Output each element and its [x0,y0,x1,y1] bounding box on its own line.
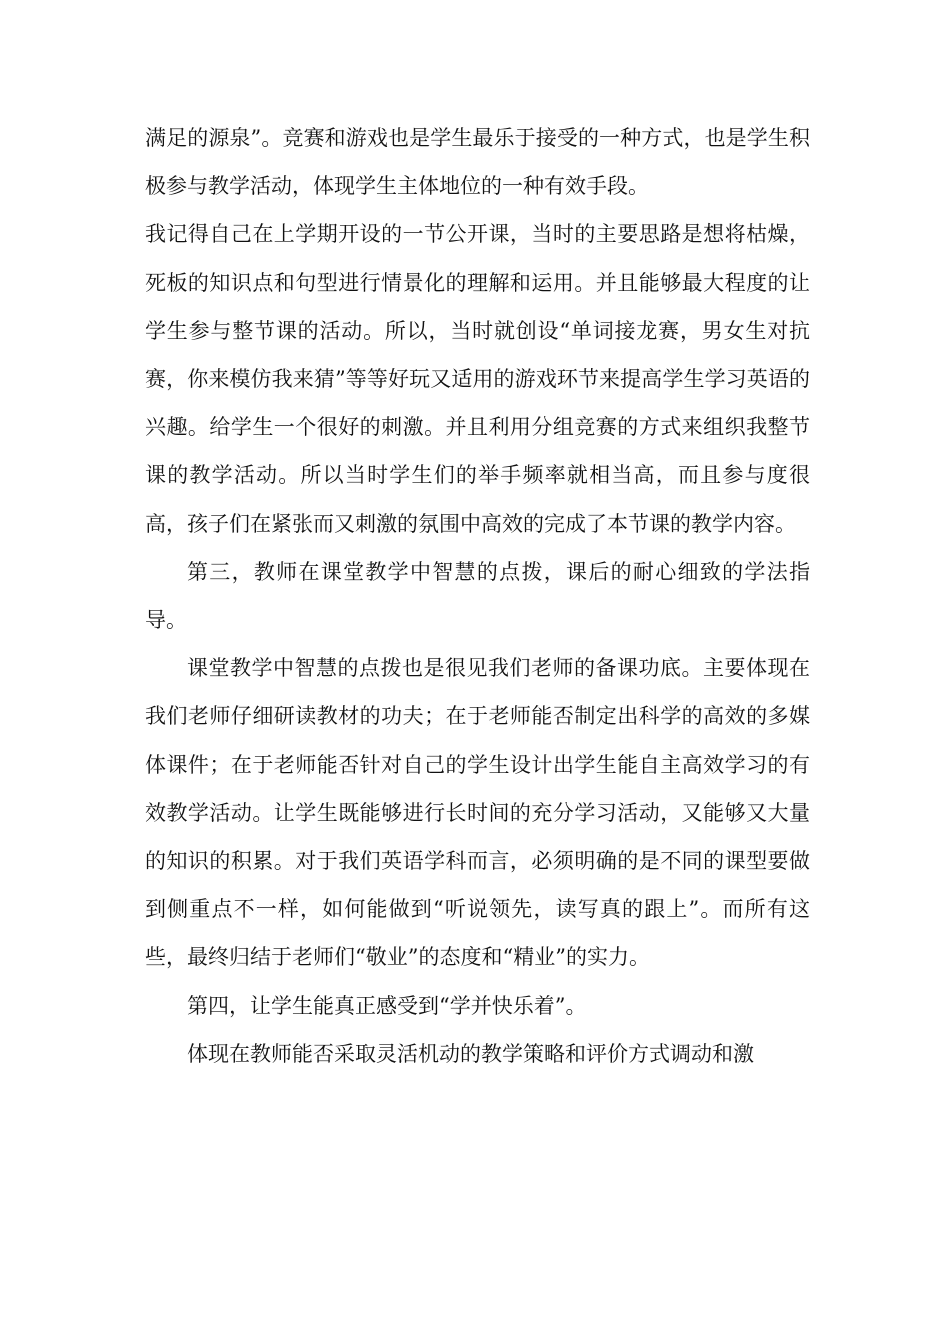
paragraph-1: 满足的源泉”。竞赛和游戏也是学生最乐于接受的一种方式，也是学生积极参与教学活动，体现学生主体地位的一种有效手段。 [145,126,810,199]
paragraph-5: 第四，让学生能真正感受到“学并快乐着”。 [187,993,587,1018]
paragraph-4: 课堂教学中智慧的点拨也是很见我们老师的备课功底。主要体现在我们老师仔细研读教材的功夫；在于老师能否制定出科学的高效的多媒体课件；在于老师能否针对自己的学生设计出学生能自主高效学习的有效教学活动。让学生既能够进行长时间的充分学习活动，又能够又大量的知识的积累。对于我们英语学科而言，必须明确的是不同的课型要做到侧重点不一样，如何能做到“听说领先，读写真的跟上”。而所有这些，最终归结于老师们“敬业”的态度和“精业”的实力。 [145,656,810,970]
paragraph-6: 体现在教师能否采取灵活机动的教学策略和评价方式调动和激 [187,1041,754,1066]
paragraph-2: 我记得自己在上学期开设的一节公开课，当时的主要思路是想将枯燥，死板的知识点和句型进行情景化的理解和运用。并且能够最大程度的让学生参与整节课的活动。所以，当时就创设“单词接龙赛，男女生对抗赛，你来模仿我来猜”等等好玩又适用的游戏环节来提高学生学习英语的兴趣。给学生一个很好的刺激。并且利用分组竞赛的方式来组织我整节课的教学活动。所以当时学生们的举手频率就相当高，而且参与度很高，孩子们在紧张而又刺激的氛围中高效的完成了本节课的教学内容。 [145,222,810,536]
document-body [145,114,810,1078]
paragraph-3: 第三，教师在课堂教学中智慧的点拨，课后的耐心细致的学法指导。 [145,559,810,633]
